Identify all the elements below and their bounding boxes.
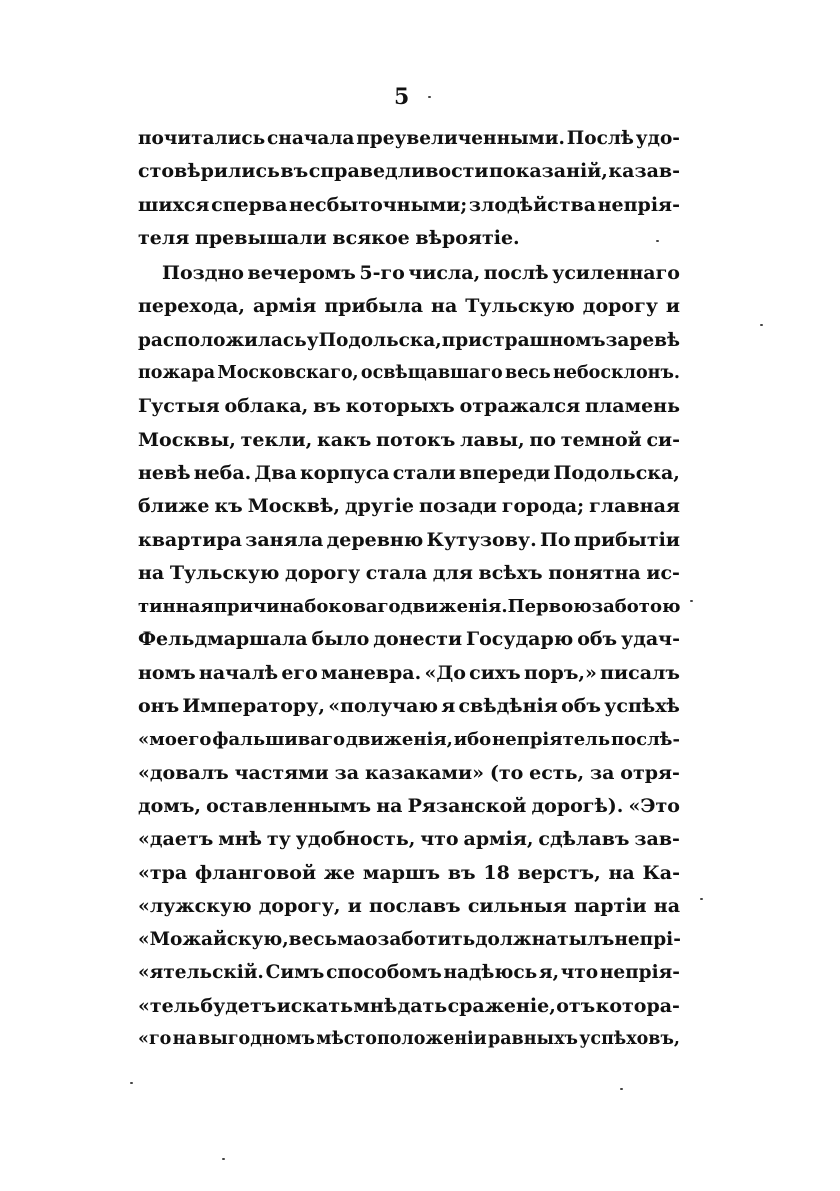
print-speck: [130, 1082, 133, 1084]
text-line: стовѣрились въ справедливости показаній, казав-: [138, 160, 680, 183]
text-line: на Тульскую дорогу стала для всѣхъ понятна ис-: [138, 561, 680, 584]
text-line: «даетъ мнѣ ту удобность, что армія, сдѣлавъ зав-: [138, 828, 680, 851]
text-line: пожара Московскаго, освѣщавшаго весь небосклонъ.: [138, 363, 680, 384]
print-speck: [760, 324, 763, 326]
text-line: Москвы, текли, какъ потокъ лавы, по темной си-: [138, 428, 680, 451]
text-line: невѣ неба. Два корпуса стали впереди Подольска,: [138, 461, 680, 484]
page-number: 5: [394, 84, 410, 110]
text-line: онъ Императору, «получаю я свѣдѣнія объ успѣхѣ: [138, 695, 680, 718]
print-speck: [700, 898, 703, 900]
print-speck: [620, 1088, 623, 1090]
text-line: Густыя облака, въ которыхъ отражался пламень: [138, 395, 680, 418]
text-line: перехода, армія прибыла на Тульскую дорогу и: [138, 295, 680, 318]
body-text: [138, 122, 680, 1056]
text-line: тинная причина боковаго движенія. Первою заботою: [138, 596, 681, 618]
text-line: Фельдмаршала было донести Государю объ удач-: [138, 628, 680, 651]
text-line: номъ началѣ его маневра. «До сихъ поръ,» писалъ: [138, 661, 680, 684]
text-line: «ятельскій. Симъ способомъ надѣюсь я, что непрія-: [138, 962, 680, 984]
text-line: теля превышали всякое вѣроятіе.: [138, 226, 520, 249]
text-line: квартира заняла деревню Кутузову. По прибытіи: [138, 528, 680, 551]
text-line: расположилась у Подольска, при страшномъ заревѣ: [138, 329, 680, 351]
text-line: «тра фланговой же маршъ въ 18 верстъ, на Ка-: [138, 861, 680, 884]
text-line: «лужскую дорогу, и пославъ сильныя партіи на: [138, 894, 680, 917]
text-line: «Можайскую, весьма озаботить должна тылъ непрі-: [138, 929, 681, 951]
print-speck: [656, 240, 659, 242]
text-line: «довалъ частями за казаками» (то есть, за отря-: [138, 761, 680, 784]
print-speck: [690, 600, 693, 602]
text-line: почитались сначала преувеличенными. Послѣ удо-: [138, 128, 680, 149]
print-speck: [222, 1158, 225, 1160]
text-line: «тель будетъ искать мнѣ дать сраженіе, отъ котора-: [138, 994, 680, 1017]
text-line: ближе къ Москвѣ, другіе позади города; главная: [138, 495, 680, 518]
text-line: домъ, оставленнымъ на Рязанской дорогѣ). «Это: [138, 794, 680, 817]
text-line: «го на выгодномъ мѣстоположеніи равныхъ успѣховъ,: [138, 1029, 680, 1050]
text-line: шихся сперва несбыточными; злодѣйства непрія-: [138, 193, 680, 216]
text-line: Поздно вечеромъ 5-го числа, послѣ усиленнаго: [162, 262, 680, 285]
text-line: «моего фальшиваго движенія, ибо непріятель послѣ-: [138, 729, 680, 751]
print-speck: [428, 96, 431, 98]
